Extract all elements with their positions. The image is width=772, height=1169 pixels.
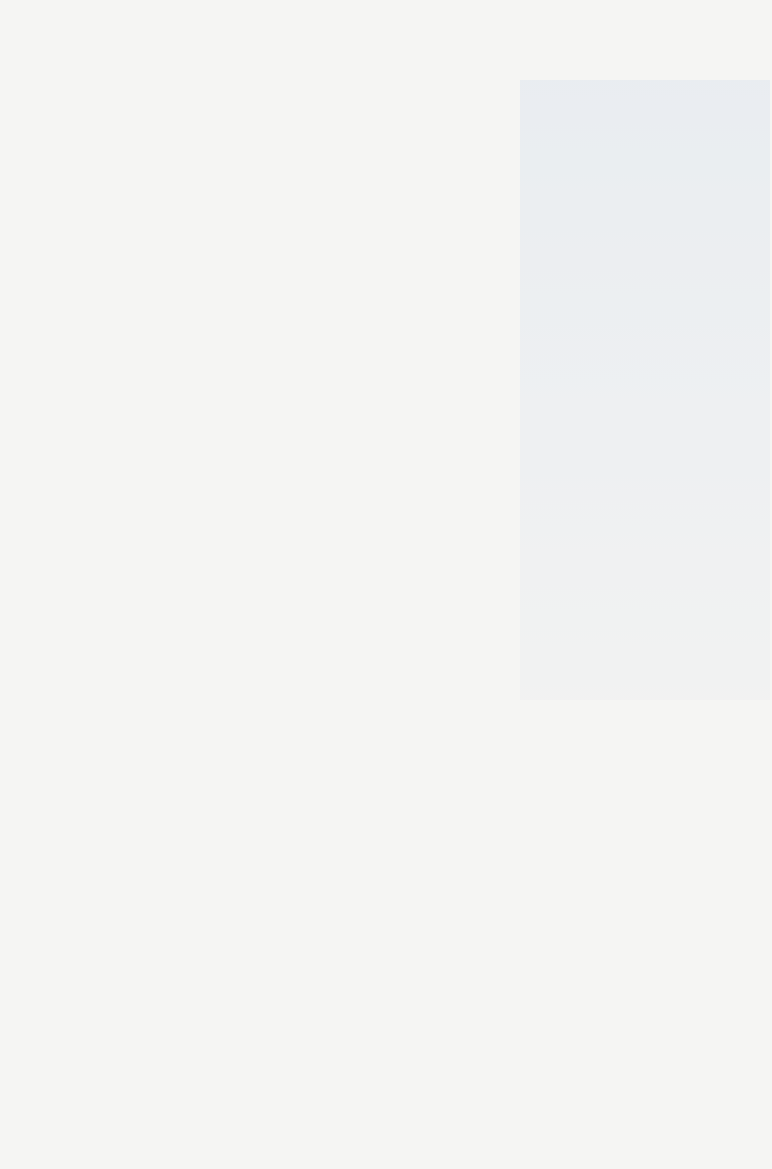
top-text-block (0, 0, 754, 392)
bottom-section (0, 692, 772, 1117)
top-section (0, 0, 772, 392)
bottom-text-block (0, 692, 754, 1117)
middle-text-block (0, 398, 754, 685)
page-footer (718, 1122, 728, 1143)
middle-section (0, 398, 772, 685)
